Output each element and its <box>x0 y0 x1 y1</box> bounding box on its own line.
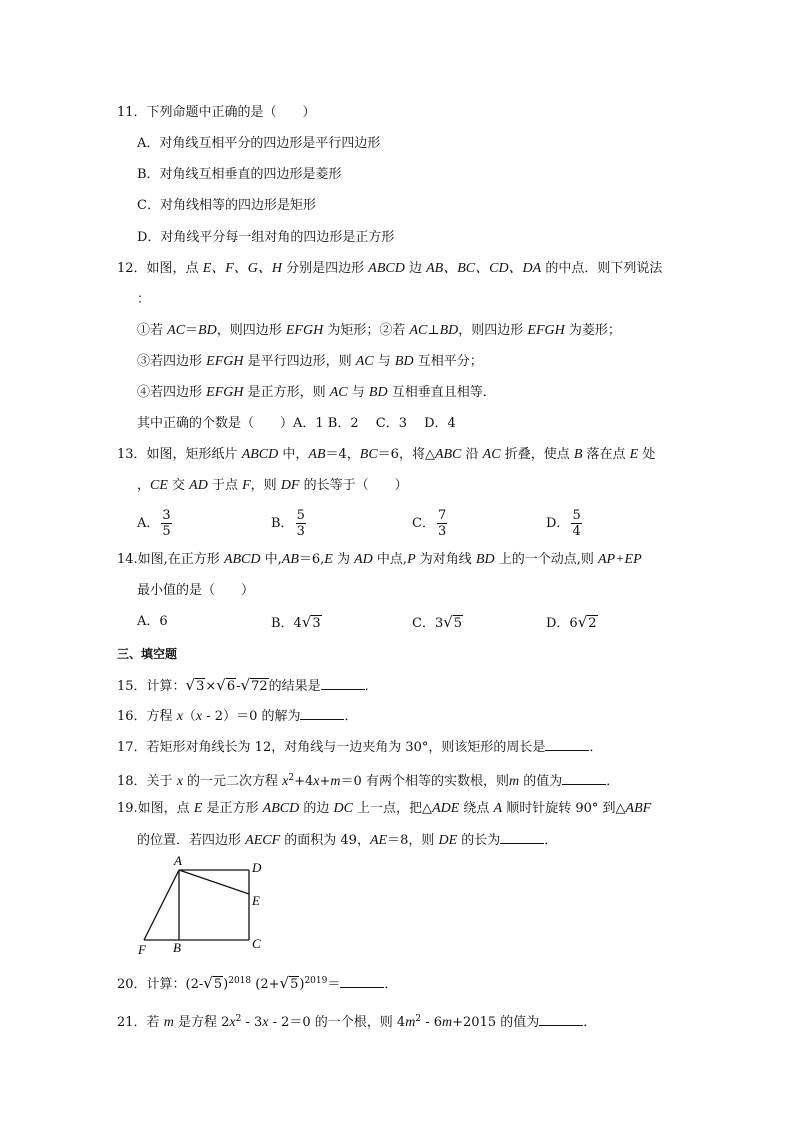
q12-statement-3: ③若四边形 EFGH 是平行四边形，则 AC 与 BD 互相平分； <box>137 354 483 369</box>
q13-stem: 13．如图，矩形纸片 ABCD 中，AB＝4，BC＝6，将△ABC 沿 AC 折叠，使点 B 落在点 E 处 <box>117 447 656 462</box>
fraction: $\frac{5}{3}$ <box>296 508 305 539</box>
answer-blank[interactable] <box>545 738 589 751</box>
section-heading-fill-in: 三、填空题 <box>117 647 178 661</box>
q16: 16．方程 x（x - 2）＝0 的解为 ． <box>117 709 358 724</box>
label-d: D <box>252 860 262 875</box>
fraction: $\frac{7}{3}$ <box>437 508 447 539</box>
q17: 17．若矩形对角线长为 12，对角线与一边夹角为 30°，则该矩形的周长是 ． <box>117 740 603 755</box>
q11-option-c: C．对角线相等的四边形是矩形 <box>137 198 316 213</box>
q13-option-c: C． $\frac{7}{3}$ <box>412 508 447 539</box>
label-b: B <box>173 940 181 955</box>
label-e: E <box>252 893 260 908</box>
q13-option-d: D． $\frac{5}{4}$ <box>546 508 581 539</box>
radical: √5 <box>443 613 463 631</box>
answer-blank[interactable] <box>340 975 384 988</box>
q19-stem: 19.如图，点 E 是正方形 ABCD 的边 DC 上一点，把△ADE 绕点 A 顺时针旋转 90° 到△ABF <box>117 801 652 816</box>
q19-figure <box>132 850 272 960</box>
q14-option-d: D．6√2 <box>546 613 597 631</box>
radical: √72 <box>240 676 268 694</box>
q14-stem: 14.如图,在正方形 ABCD 中,AB＝6,E 为 AD 中点,P 为对角线 BD 上的一个动点,则 AP+EP <box>117 552 642 567</box>
q13-option-a: A． $\frac{3}{5}$ <box>137 508 171 539</box>
q11-option-a: A．对角线互相平分的四边形是平行四边形 <box>137 136 381 151</box>
answer-blank[interactable] <box>300 707 344 720</box>
answer-blank[interactable] <box>500 831 544 844</box>
radical: √3 <box>301 613 321 631</box>
radical: √2 <box>577 613 597 631</box>
label-c: C <box>252 936 261 951</box>
q14-option-a: A．6 <box>137 614 168 629</box>
answer-blank[interactable] <box>321 677 365 690</box>
q14-stem-line2: 最小值的是（ ） <box>137 583 255 598</box>
edge-ae <box>179 870 249 894</box>
label-f: F <box>138 942 146 957</box>
q12-statements-1-2: ①若 AC＝BD，则四边形 EFGH 为矩形；②若 AC⊥BD，则四边形 EFGH 为菱形； <box>137 323 621 338</box>
radical: √3 <box>185 676 205 694</box>
q12-stem: 12．如图，点 E、F、G、H 分别是四边形 ABCD 边 AB、BC、CD、DA 的中点．则下列说法 <box>117 261 663 276</box>
q11-option-d: D．对角线平分每一组对角的四边形是正方形 <box>137 230 395 245</box>
q12-options: 其中正确的个数是（ ）A．1 B．2 C．3 D．4 <box>137 416 456 431</box>
fraction: $\frac{3}{5}$ <box>162 508 171 539</box>
radical: √6 <box>216 676 236 694</box>
q13-stem-line2: ，CE 交 AD 于点 F，则 DF 的长等于（ ） <box>137 478 408 493</box>
q18: 18．关于 x 的一元二次方程 $x^2+4x+m=0$ 有两个相等的实数根，则m 的值为 ． <box>117 773 620 789</box>
q14-option-c: C．3√5 <box>412 613 463 631</box>
q13-option-b: B． $\frac{5}{3}$ <box>271 508 305 539</box>
label-a: A <box>174 853 182 868</box>
q12-statement-4: ④若四边形 EFGH 是正方形，则 AC 与 BD 互相垂直且相等． <box>137 385 496 400</box>
q14-option-b: B．4√3 <box>271 613 321 631</box>
q11-option-b: B．对角线互相垂直的四边形是菱形 <box>137 167 342 182</box>
q11-stem: 11．下列命题中正确的是（ ） <box>117 105 316 120</box>
q20: 20．计算：$(2-√5)^{2018}$ $(2+√5)^{2019}=$ ． <box>117 974 398 992</box>
q21: 21．若 m 是方程 $2x^2 - 3x - 2=0$ 的一个根，则 $4m^2 - 6m+2015$ 的值为 ． <box>117 1014 597 1030</box>
q12-colon: ： <box>137 292 151 307</box>
q19-stem-line2: 的位置．若四边形 AECF 的面积为 49，AE＝8，则 DE 的长为 ． <box>137 833 558 848</box>
q15: 15．计算：√3×√6-√72的结果是 ． <box>117 676 378 694</box>
answer-blank[interactable] <box>539 1013 583 1026</box>
radical: √5 <box>203 974 223 992</box>
fraction: $\frac{5}{4}$ <box>572 508 581 539</box>
edge-af <box>144 870 179 940</box>
answer-blank[interactable] <box>562 772 606 785</box>
radical: √5 <box>279 974 299 992</box>
